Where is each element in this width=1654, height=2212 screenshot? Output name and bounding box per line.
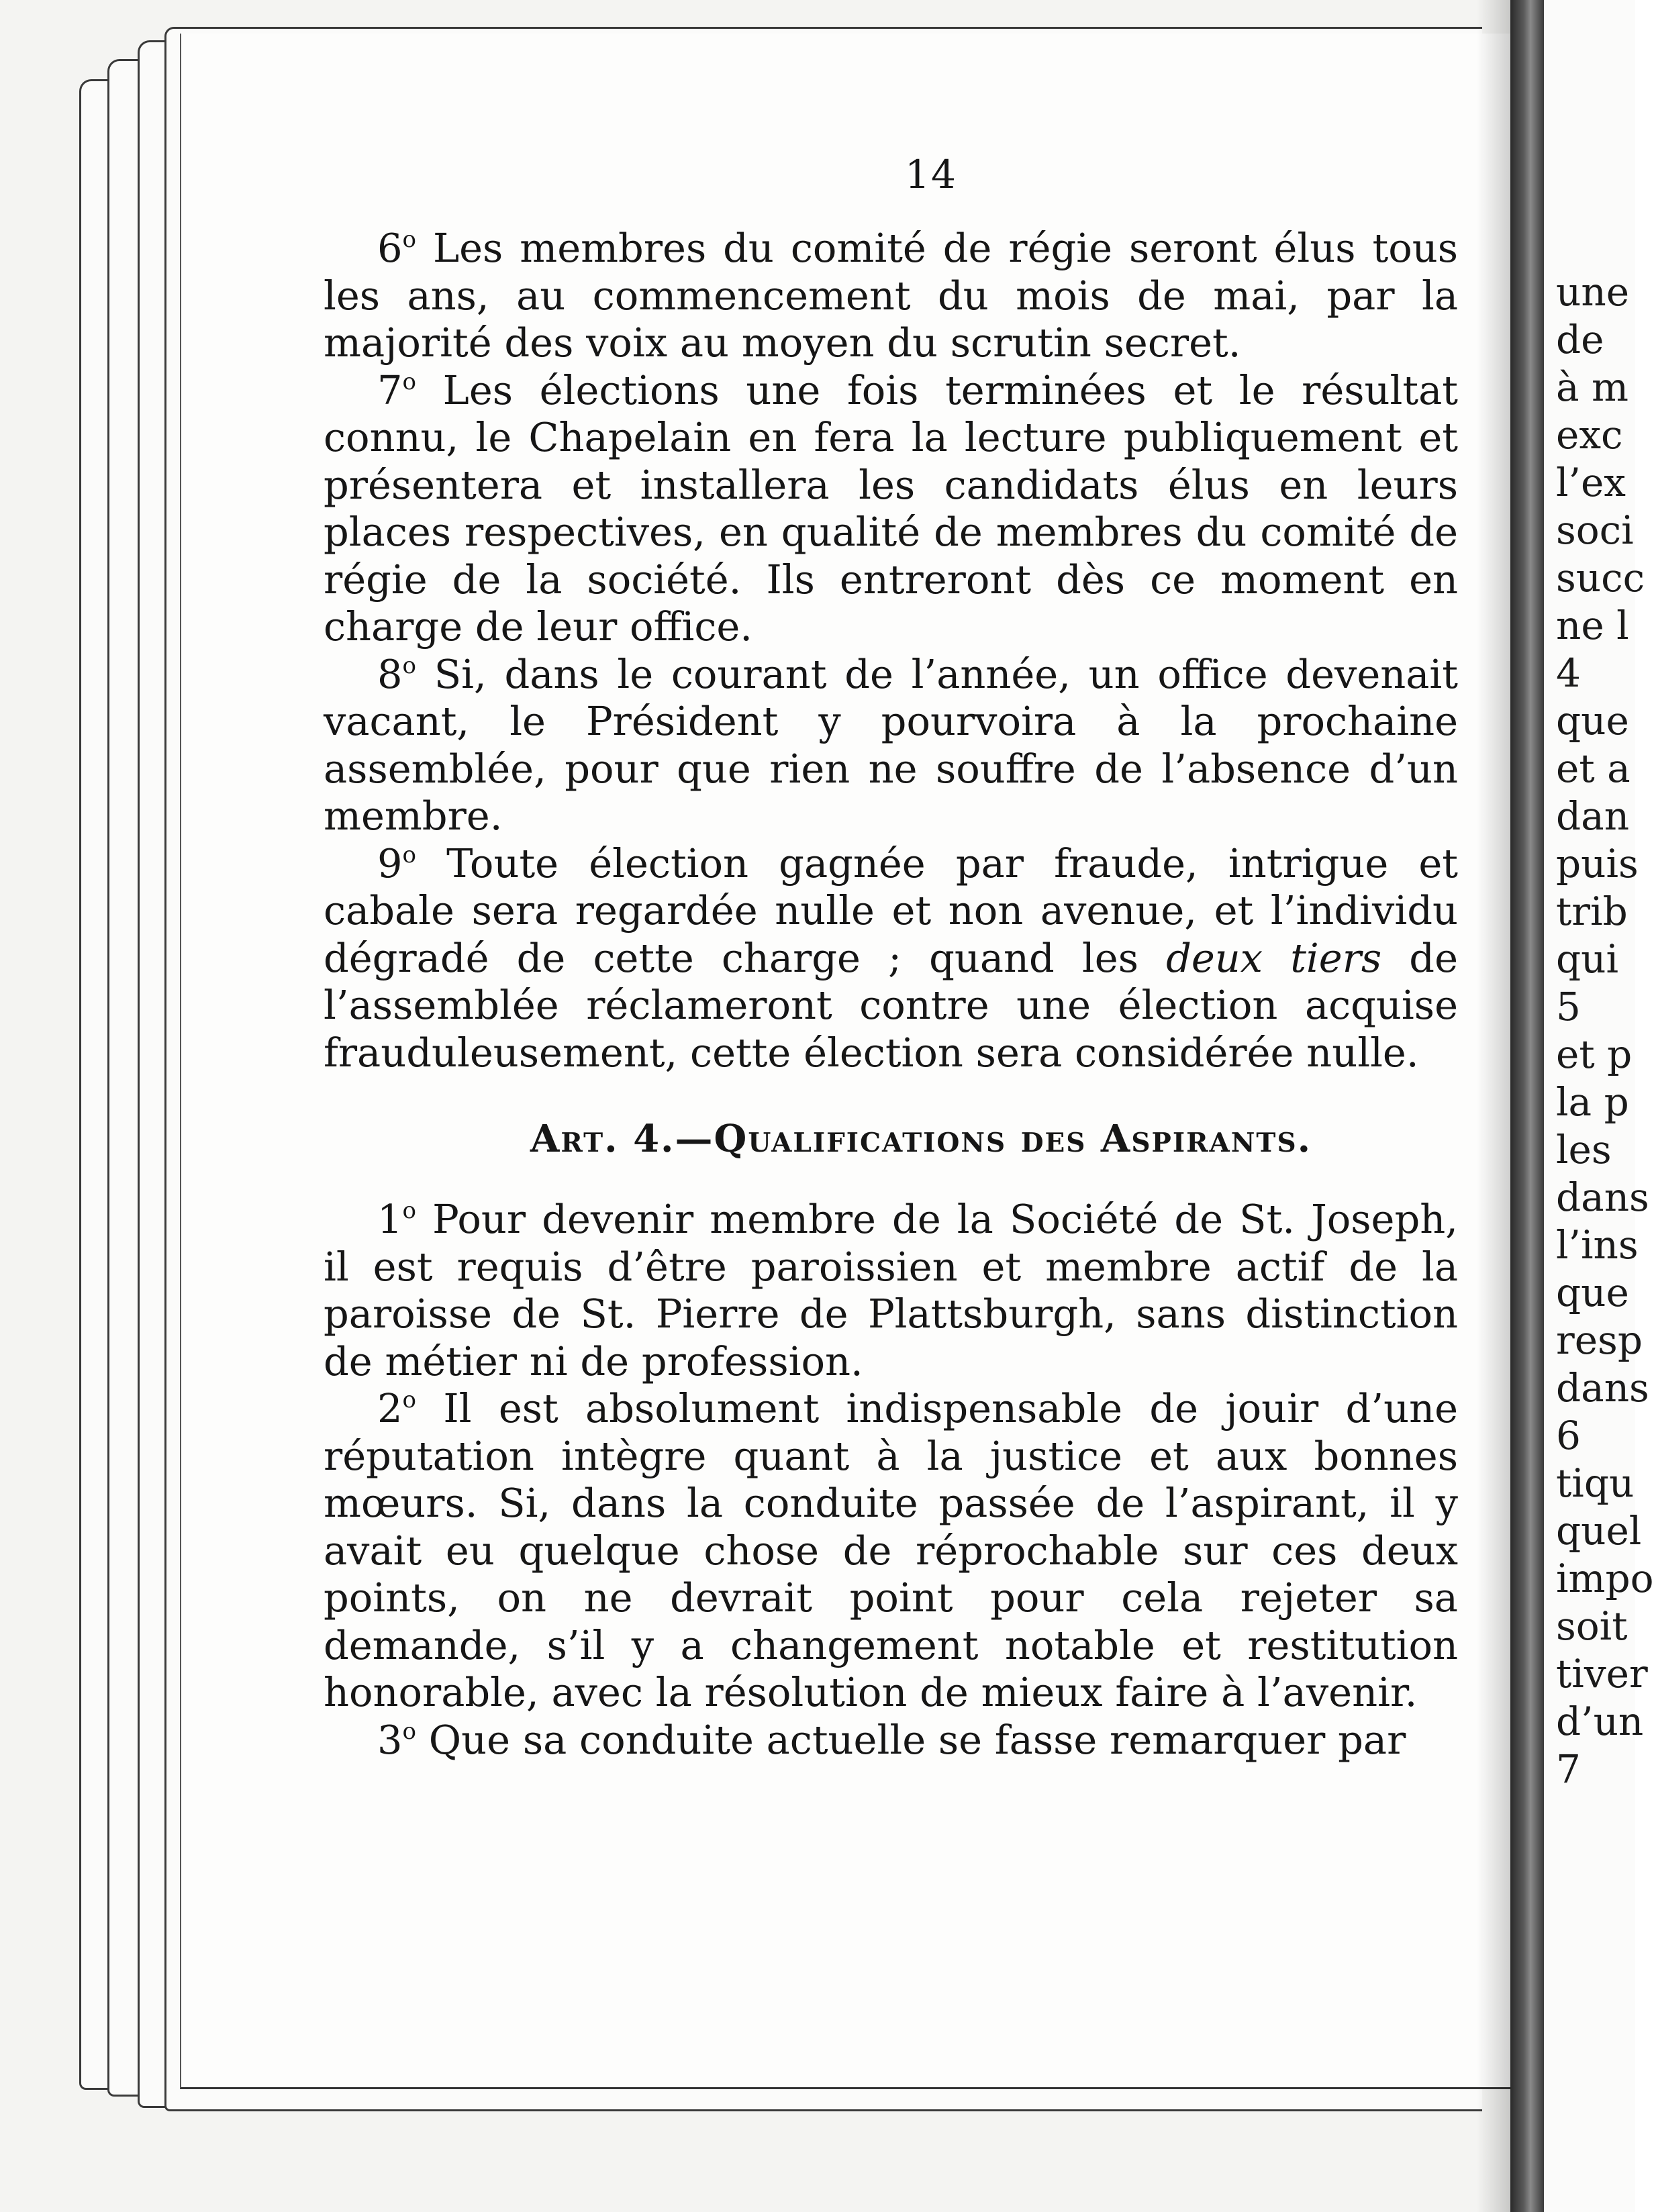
- facing-page-fragment: dan: [1556, 793, 1630, 839]
- facing-page-fragment: tiver: [1556, 1651, 1648, 1697]
- facing-page-fragment: soit: [1556, 1603, 1628, 1649]
- facing-page-fragment: exc: [1556, 412, 1623, 458]
- book-spine: [1510, 0, 1544, 2212]
- facing-page-fragment: soci: [1556, 507, 1634, 553]
- facing-page-fragment: d’un: [1556, 1699, 1644, 1744]
- facing-page-fragment: impo: [1556, 1556, 1654, 1601]
- facing-page-fragment: 4: [1556, 650, 1581, 696]
- facing-page-fragment: à m: [1556, 364, 1629, 410]
- facing-page-text: [1556, 268, 1654, 1793]
- paragraph-3: 3$^o$ Que sa conduite actuelle se fasse remarquer par: [377, 1716, 1406, 1763]
- facing-page-fragment: et p: [1556, 1032, 1633, 1077]
- facing-page-fragment: puis: [1556, 841, 1639, 887]
- facing-page-fragment: ne l: [1556, 603, 1629, 648]
- facing-page-fragment: et a: [1556, 746, 1631, 791]
- facing-page-fragment: dans: [1556, 1365, 1649, 1411]
- facing-page-fragment: resp: [1556, 1317, 1643, 1363]
- paragraph-2: 2$^o$ Il est absolument indispensable de jouir d’une réputation intègre quant à la justice et aux bonnes mœurs. Si, dans la conduite passée de l’aspirant, il y avait eu quelque chose de réprochable sur ces deux points, on ne devrait point pour cela rejeter sa demande, s’il y a changement notable et restitution honorable, avec la résolution de mieux faire à l’avenir.: [324, 1385, 1458, 1715]
- facing-page-fragment: 7: [1556, 1746, 1581, 1792]
- facing-page-fragment: l’ex: [1556, 460, 1626, 505]
- paragraph-7: 7$^o$ Les élections une fois terminées et le résultat connu, le Chapelain en fera la lecture publiquement et présentera et installera les candidats élus en leurs places respectives, en qualité de membres du comité de régie de la société. Ils entreront dès ce moment en charge de leur office.: [324, 366, 1458, 650]
- facing-page-fragment: 5: [1556, 984, 1581, 1029]
- facing-page-fragment: succ: [1556, 555, 1645, 601]
- facing-page-fragment: de: [1556, 317, 1604, 362]
- facing-page-fragment: qui: [1556, 936, 1619, 982]
- paragraph-9: 9$^o$ Toute élection gagnée par fraude, intrigue et cabale sera regardée nulle et non avenue, et l’individu dégradé de cette charge ; quand les deux tiers de l’assemblée réclameront contre une élection acquise frauduleusement, cette élection sera considérée nulle.: [324, 840, 1458, 1076]
- facing-page-fragment: 6: [1556, 1413, 1581, 1458]
- gutter-shadow: [1477, 0, 1510, 2212]
- facing-page-fragment: quel: [1556, 1508, 1642, 1554]
- facing-page-fragment: les: [1556, 1127, 1612, 1172]
- facing-page-fragment: trib: [1556, 889, 1628, 934]
- section-heading: Art. 4.—Qualifications des Aspirants.: [530, 1117, 1312, 1161]
- facing-page-fragment: que: [1556, 1270, 1629, 1315]
- facing-page-fragment: dans: [1556, 1174, 1649, 1220]
- text-column: [324, 151, 1458, 1764]
- facing-page-fragment: la p: [1556, 1079, 1629, 1125]
- paragraph-1: 1$^o$ Pour devenir membre de la Société de St. Joseph, il est requis d’être paroissien et membre actif de la paroisse de St. Pierre de Plattsburgh, sans distinction de métier ni de profession.: [324, 1196, 1458, 1385]
- facing-page-fragment: tiqu: [1556, 1460, 1635, 1506]
- paragraph-8: 8$^o$ Si, dans le courant de l’année, un office devenait vacant, le Président y pourvoira à la prochaine assemblée, pour que rien ne souffre de l’absence d’un membre.: [324, 650, 1458, 839]
- facing-page-fragment: l’ins: [1556, 1222, 1639, 1268]
- page-number: 14: [905, 152, 957, 197]
- paragraph-6: 6$^o$ Les membres du comité de régie seront élus tous les ans, au commencement du mois de mai, par la majorité des voix au moyen du scrutin secret.: [324, 225, 1458, 366]
- italic-emphasis: deux tiers: [1166, 934, 1382, 981]
- facing-page-fragment: que: [1556, 698, 1629, 744]
- facing-page-fragment: une: [1556, 269, 1630, 315]
